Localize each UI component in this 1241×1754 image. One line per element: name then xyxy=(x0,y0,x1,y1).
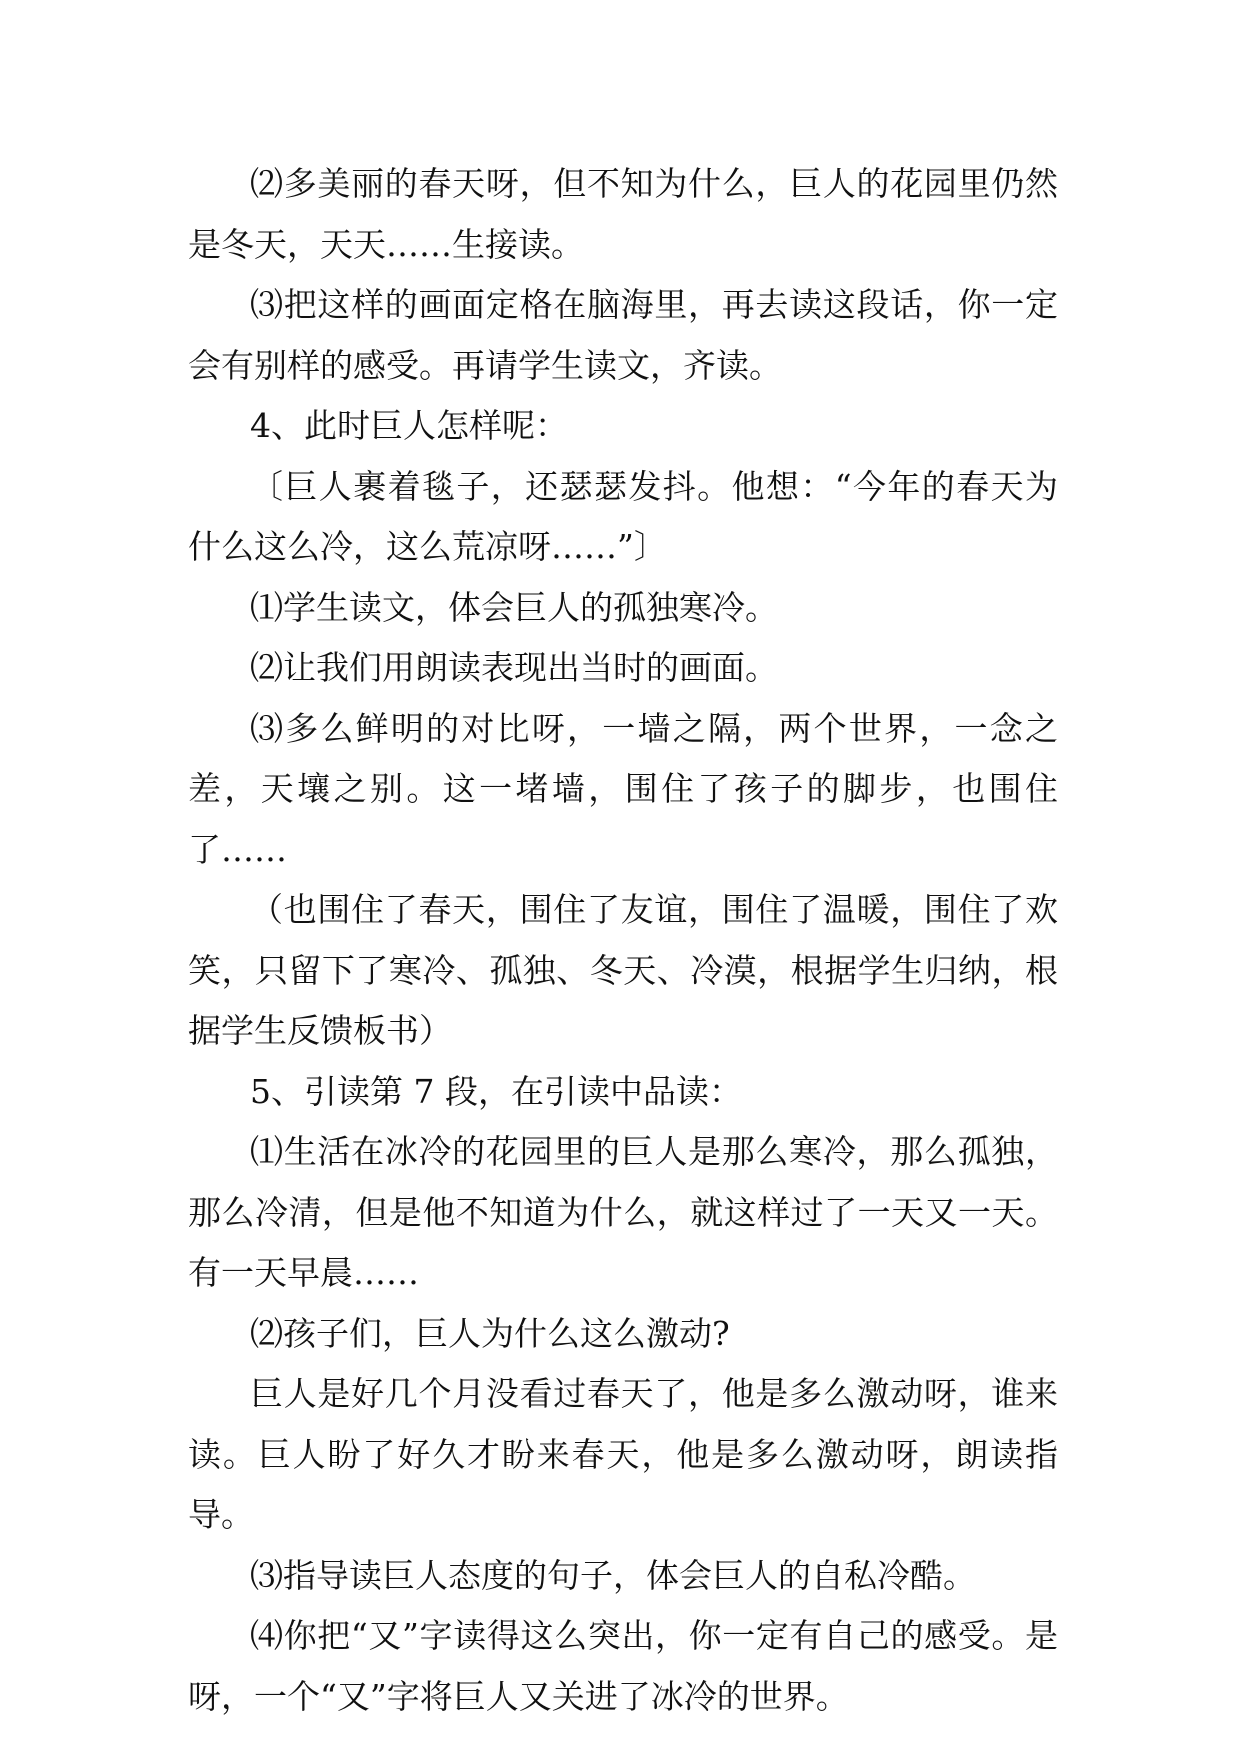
paragraph: ⑴学生读文，体会巨人的孤独寒冷。 xyxy=(250,587,778,627)
paragraph: 5、引读第 7 段，在引读中品读： xyxy=(250,1071,742,1111)
paragraph: ⑵让我们用朗读表现出当时的画面。 xyxy=(250,648,778,687)
paragraph: （也围住了春天，围住了友谊，围住了温暖，围住了欢笑，只留下了寒冷、孤独、冬天、冷漠，根据学生归纳，根据学生反馈板书） xyxy=(188,890,1058,1050)
paragraph: ⑵孩子们，巨人为什么这么激动? xyxy=(250,1313,730,1353)
paragraph: ⑷你把“又”字读得这么突出，你一定有自己的感受。是呀，一个“又”字将巨人又关进了冰冷的世界。 xyxy=(188,1616,1058,1716)
paragraph: ⑶把这样的画面定格在脑海里，再去读这段话，你一定会有别样的感受。再请学生读文，齐读。 xyxy=(188,285,1058,385)
paragraph: 〔巨人裹着毯子，还瑟瑟发抖。他想：“今年的春天为什么这么冷，这么荒凉呀……”〕 xyxy=(188,466,1058,566)
paragraph: 4、此时巨人怎样呢： xyxy=(250,406,568,445)
paragraph: 巨人是好几个月没看过春天了，他是多么激动呀，谁来读。巨人盼了好久才盼来春天，他是多么激动呀，朗读指导。 xyxy=(188,1374,1058,1534)
paragraph: ⑴生活在冰冷的花园里的巨人是那么寒冷，那么孤独，那么冷清，但是他不知道为什么，就这样过了一天又一天。有一天早晨…… xyxy=(188,1132,1058,1292)
paragraph: ⑶多么鲜明的对比呀，一墙之隔，两个世界，一念之差，天壤之别。这一堵墙，围住了孩子的脚步，也围住了…… xyxy=(188,708,1058,869)
document-page xyxy=(188,154,1058,1727)
paragraph: ⑵多美丽的春天呀，但不知为什么，巨人的花园里仍然是冬天，天天……生接读。 xyxy=(188,164,1058,264)
paragraph: ⑶指导读巨人态度的句子，体会巨人的自私冷酷。 xyxy=(250,1555,976,1595)
